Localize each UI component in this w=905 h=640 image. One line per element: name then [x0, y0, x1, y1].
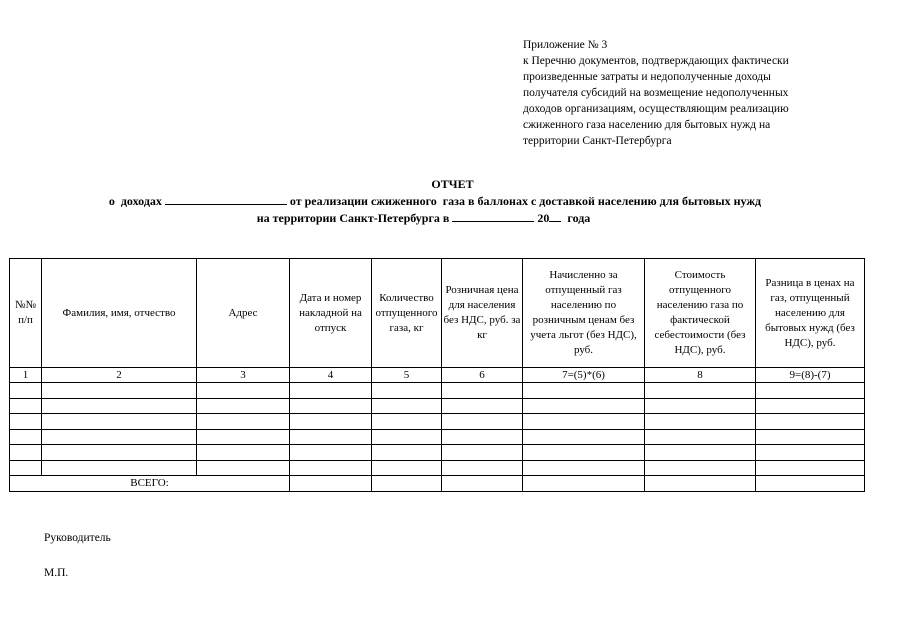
- table-cell[interactable]: [756, 383, 865, 399]
- appendix-line: доходов организациям, осуществляющим реализацию: [523, 103, 789, 115]
- table-cell[interactable]: [442, 398, 523, 414]
- table-cell[interactable]: [42, 445, 197, 461]
- table-cell[interactable]: [290, 476, 372, 492]
- table-cell[interactable]: [10, 429, 42, 445]
- table-row: [10, 383, 865, 399]
- table-cell[interactable]: [372, 398, 442, 414]
- table-cell[interactable]: [756, 429, 865, 445]
- table-cell[interactable]: [442, 445, 523, 461]
- table-cell[interactable]: [197, 445, 290, 461]
- table-row: [10, 398, 865, 414]
- appendix-note: [523, 37, 853, 149]
- table-cell[interactable]: [290, 429, 372, 445]
- table-cell[interactable]: [42, 429, 197, 445]
- col-number: 3: [197, 368, 290, 383]
- col-number: 7=(5)*(6): [523, 368, 645, 383]
- col-header-cost: Стоимость отпущенного населению газа по фактической себестоимости (без НДС), руб.: [645, 259, 756, 368]
- table-cell[interactable]: [645, 398, 756, 414]
- column-number-row: [10, 368, 865, 383]
- table-cell[interactable]: [10, 414, 42, 430]
- table-cell[interactable]: [372, 429, 442, 445]
- table-cell[interactable]: [290, 445, 372, 461]
- subtitle-prefix: о доходах: [108, 194, 162, 208]
- table-cell[interactable]: [523, 398, 645, 414]
- table-cell[interactable]: [442, 460, 523, 476]
- income-type-blank[interactable]: [165, 192, 287, 205]
- table-cell[interactable]: [290, 460, 372, 476]
- period-suffix: года: [567, 211, 591, 225]
- subtitle-suffix: от реализации сжиженного газа в баллонах с доставкой населению для бытовых нужд: [289, 194, 762, 208]
- table-cell[interactable]: [523, 460, 645, 476]
- table-cell[interactable]: [645, 476, 756, 492]
- col-number: 2: [42, 368, 197, 383]
- col-header-quantity: Количество отпущенного газа, кг: [372, 259, 442, 368]
- col-header-difference: Разница в ценах на газ, отпущенный населению для бытовых нужд (без НДС), руб.: [756, 259, 865, 368]
- table-cell[interactable]: [42, 414, 197, 430]
- appendix-line: к Перечню документов, подтверждающих фактически: [523, 55, 789, 67]
- col-header-charged: Начисленно за отпущенный газ населению по розничным ценам без учета льгот (без НДС), руб.: [523, 259, 645, 368]
- table-cell[interactable]: [372, 414, 442, 430]
- report-table: [9, 258, 865, 492]
- table-cell[interactable]: [442, 476, 523, 492]
- period-prefix: на территории Санкт-Петербурга в: [256, 211, 450, 225]
- table-cell[interactable]: [756, 398, 865, 414]
- table-cell[interactable]: [290, 383, 372, 399]
- table-cell[interactable]: [290, 414, 372, 430]
- appendix-line: произведенные затраты и недополученные доходы: [523, 71, 771, 83]
- report-heading: ОТЧЕТ: [431, 177, 474, 191]
- table-cell[interactable]: [197, 460, 290, 476]
- table-cell[interactable]: [756, 460, 865, 476]
- table-cell[interactable]: [523, 476, 645, 492]
- table-cell[interactable]: [442, 414, 523, 430]
- table-cell[interactable]: [372, 476, 442, 492]
- appendix-line: Приложение № 3: [523, 39, 608, 51]
- appendix-line: сжиженного газа населению для бытовых нужд на: [523, 119, 771, 131]
- col-number: 5: [372, 368, 442, 383]
- report-period: [0, 209, 905, 226]
- table-cell[interactable]: [372, 383, 442, 399]
- table-cell[interactable]: [442, 383, 523, 399]
- appendix-line: территории Санкт-Петербурга: [523, 135, 672, 147]
- col-header-name: Фамилия, имя, отчество: [42, 259, 197, 368]
- table-cell[interactable]: [645, 445, 756, 461]
- table-cell[interactable]: [645, 414, 756, 430]
- table-cell[interactable]: [442, 429, 523, 445]
- table-row: [10, 460, 865, 476]
- col-number: 9=(8)-(7): [756, 368, 865, 383]
- table-row: [10, 414, 865, 430]
- table-cell[interactable]: [42, 398, 197, 414]
- header-row: [10, 259, 865, 368]
- col-header-invoice: Дата и номер накладной на отпуск: [290, 259, 372, 368]
- table-cell[interactable]: [645, 429, 756, 445]
- col-header-retail-price: Розничная цена для населения без НДС, руб. за кг: [442, 259, 523, 368]
- table-cell[interactable]: [645, 460, 756, 476]
- head-signature-label: Руководитель: [44, 532, 111, 544]
- table-cell[interactable]: [197, 429, 290, 445]
- table-cell[interactable]: [290, 398, 372, 414]
- table-cell[interactable]: [523, 414, 645, 430]
- table-cell[interactable]: [197, 398, 290, 414]
- table-cell[interactable]: [197, 383, 290, 399]
- table-cell[interactable]: [645, 383, 756, 399]
- table-cell[interactable]: [10, 460, 42, 476]
- table-cell[interactable]: [10, 398, 42, 414]
- table-cell[interactable]: [756, 445, 865, 461]
- total-row: [10, 476, 865, 492]
- year-blank[interactable]: [549, 209, 561, 222]
- report-subtitle: [0, 192, 905, 209]
- col-header-address: Адрес: [197, 259, 290, 368]
- col-number: 1: [10, 368, 42, 383]
- table-cell[interactable]: [372, 460, 442, 476]
- table-cell[interactable]: [10, 383, 42, 399]
- table-row: [10, 445, 865, 461]
- stamp-label: М.П.: [44, 567, 69, 579]
- table-cell[interactable]: [42, 383, 197, 399]
- table-row: [10, 429, 865, 445]
- col-number: 4: [290, 368, 372, 383]
- table-cell[interactable]: [523, 445, 645, 461]
- table-cell[interactable]: [10, 445, 42, 461]
- col-header-number: №№ п/п: [10, 259, 42, 368]
- year-prefix: 20: [537, 211, 550, 225]
- col-number: 8: [645, 368, 756, 383]
- table-cell[interactable]: [42, 460, 197, 476]
- table-cell[interactable]: [372, 445, 442, 461]
- month-blank[interactable]: [452, 209, 534, 222]
- table-cell[interactable]: [197, 414, 290, 430]
- table-cell[interactable]: [756, 414, 865, 430]
- report-title: [0, 176, 905, 226]
- table-cell[interactable]: [523, 383, 645, 399]
- col-number: 6: [442, 368, 523, 383]
- table-cell[interactable]: [523, 429, 645, 445]
- total-label: ВСЕГО:: [10, 476, 290, 492]
- appendix-line: получателя субсидий на возмещение недополученных: [523, 87, 789, 99]
- table-cell[interactable]: [756, 476, 865, 492]
